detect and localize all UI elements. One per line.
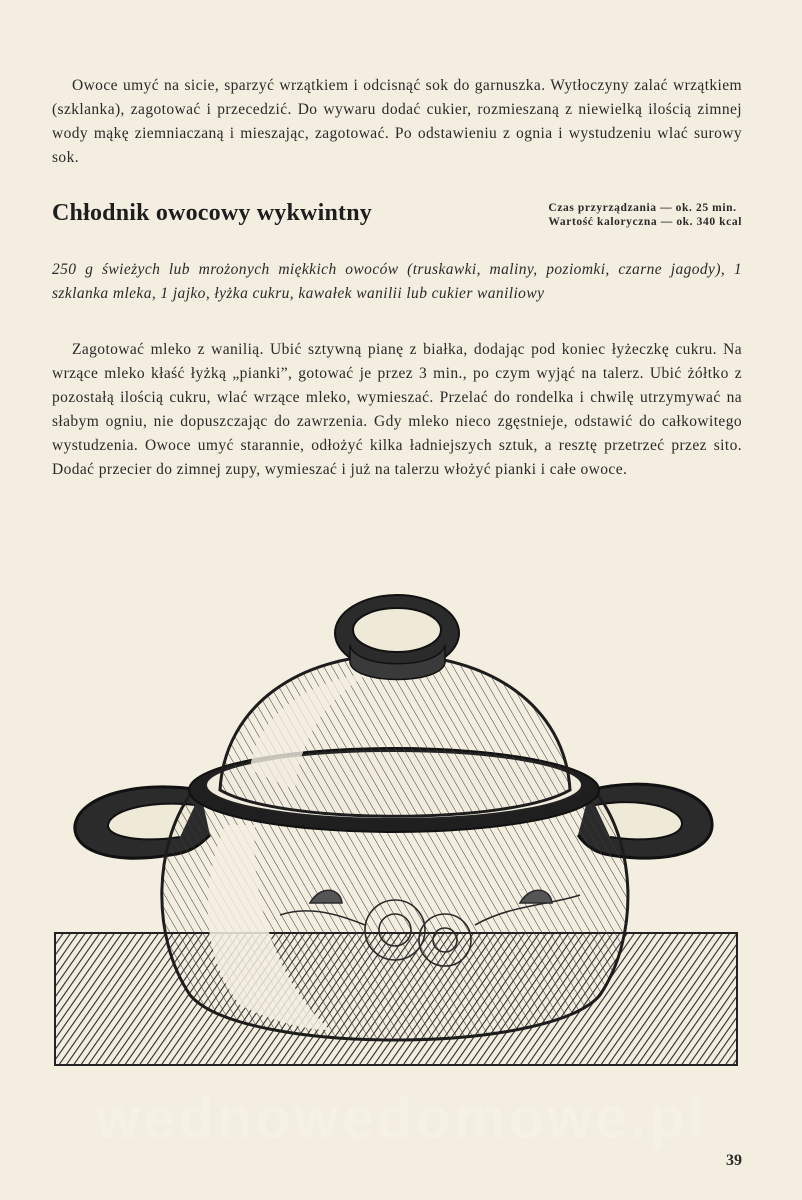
page-number: 39 — [726, 1152, 742, 1169]
ingredients: 250 g świeżych lub mrożonych miękkich owoców (truskawki, maliny, poziomki, czarne jagody), 1 szklanka mleka, 1 jajko, łyżka cukru, kawałek wanilii lub cukier waniliowy — [52, 260, 742, 302]
prep-time: Czas przyrządzania — ok. 25 min. — [548, 202, 737, 214]
recipe-meta — [548, 201, 742, 229]
recipe-title: Chłodnik owocowy wykwintny — [52, 200, 372, 226]
soup-tureen-icon — [50, 585, 750, 1085]
intro-paragraph: Owoce umyć na sicie, sparzyć wrzątkiem i odcisnąć sok do garnuszka. Wytłoczyny zalać wrzątkiem (szklanka), zagotować i przecedzić. Do wywaru dodać cukier, rozmieszaną z niewielką ilością zimnej wody mąkę ziemniaczaną i mieszając, zagotować. Po odstawieniu z ognia i wystudzeniu wlać surowy sok. — [52, 76, 742, 166]
calories: Wartość kaloryczna — ok. 340 kcal — [548, 216, 742, 228]
method-paragraph: Zagotować mleko z wanilią. Ubić sztywną pianę z białka, dodając pod koniec łyżeczkę cukru. Na wrzące mleko kłaść łyżką „pianki”, gotować je przez 3 min., po czym wyjąć na talerz. Ubić żółtko z pozostałą ilością cukru, wlać wrzące mleko, wymieszać. Przelać do rondelka i chwilę utrzymywać na słabym ogniu, nie dopuszczając do zawrzenia. Gdy mleko nieco zgęstnieje, odstawić do całkowitego wystudzenia. Owoce umyć starannie, odłożyć kilka ładniejszych sztuk, a resztę przetrzeć przez sito. Dodać przecier do zimnej zupy, wymieszać i już na talerzu włożyć pianki i całe owoce. — [52, 340, 742, 478]
watermark: wednowedomowe.pl — [95, 1086, 707, 1151]
